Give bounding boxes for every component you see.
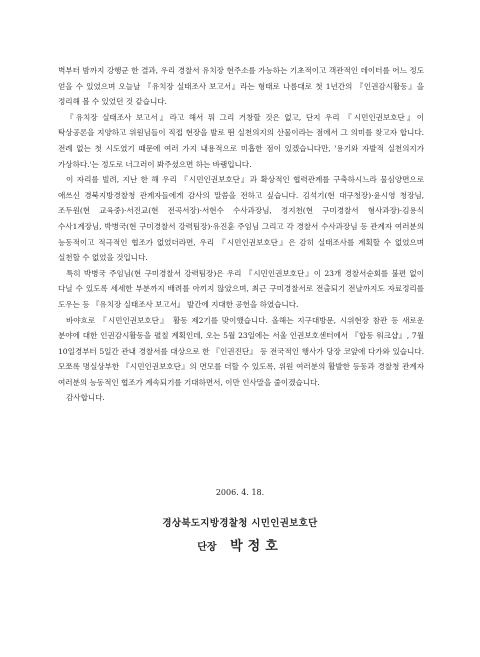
paragraph-5: 바야흐로 『시민인권보호단』 활동 제2기를 맞이했습니다. 올해는 지구대방문, 시위현장 참관 등 새로운 분야에 대한 인권감시활동을 펼칠 계획인데, 오는 5월 23일에는 서울 인권보호센터에서 『합동 워크샵』, 7월 10일경부터 5일간 관내 경찰서를 대상으로 한 『인권진단』 등 전국적인 행사가 당장 코앞에 다가와 있습니다. 모쪼록 명실상부한 『시민인권보호단』의 면모를 더할 수 있도록, 위원 여러분의 활발한 등동과 경찰청 관계자 여러분의 능동적인 협조가 계속되기를 기대하면서, 이만 인사말을 줄이겠습니다. <box>58 315 424 387</box>
letter-body <box>58 63 424 406</box>
paragraph-3: 이 자리를 빌려, 지난 한 해 우리 『시민인권보호단』과 확상적인 협력관계를 구축하시느라 물심양면으로 애쓰신 경북지방경찰청 관계자들에게 감사의 말씀을 전하고 싶습니다. 김석기(현 대구청장)·윤시영 청장님, 조두원(현 교육중)·서진교(현 전곡서장)·서현수 수사과장님, 정지천(현 구미경찰서 형사과장)·김용식 수사1계장님, 박병국(현 구미경찰서 강력팀장)·유진훈 주임님 그리고 각 경찰서 수사과장님 등 관계자 여러분의 능동적이고 적극적인 협조가 없었더라면, 우리 『시민인권보호단』은 감히 실태조사를 계획할 수 없었으며 실천할 수 없었을 것입니다. <box>58 175 424 263</box>
organization-name: 경상북도지방경찰청 시민인권보호단 <box>162 518 318 529</box>
paragraph-1: 벽부터 밤까지 강행군 한 결과, 우리 경찰서 유치장 현주소를 가능하는 기초적이고 객관적인 데이터를 어느 정도 얻을 수 있었으며 오늘날 『유치장 실태조사 보고서』라는 형태로 나름대로 첫 1년간의 『인권감시활동』을 정리해 볼 수 있었던 것 같습니다. <box>58 66 424 107</box>
paragraph-2: 『유치장 실태조사 보고서』라고 해서 뭐 그리 거창할 것은 없고, 단지 우리 『시민인권보호단』이 탁상공론을 지양하고 위원님들이 직접 현장을 발로 뛴 실천의지의 산물이라는 점에서 그 의미를 찾고자 합니다. 전례 없는 첫 시도였기 때문에 여러 가지 내용적으로 미흡한 점이 있겠습니다만, '용기와 자발적 실천의지가 가상하다.'는 정도로 너그러이 봐주셨으면 하는 바램입니다. <box>58 112 424 169</box>
signature-line <box>0 537 480 556</box>
paragraph-4: 특히 박병국 주임님(현 구미경찰서 강력팀장)은 우리 『시민인권보호단』이 23개 경찰서순회를 불편 없이 다닐 수 있도록 세세한 부분까지 배려를 아끼지 않았으며, 최근 구미경찰서로 전출되기 전날까지도 자료정리를 도우는 등 『유치장 실태조사 보고서』 발간에 지대한 공헌을 하였습니다. <box>58 268 424 309</box>
signer-title: 단장 <box>197 542 217 553</box>
paragraph-6: 감사합니다. <box>66 393 105 403</box>
letter-date: 2006. 4. 18. <box>215 488 265 497</box>
signer-name: 박정호 <box>230 539 283 554</box>
